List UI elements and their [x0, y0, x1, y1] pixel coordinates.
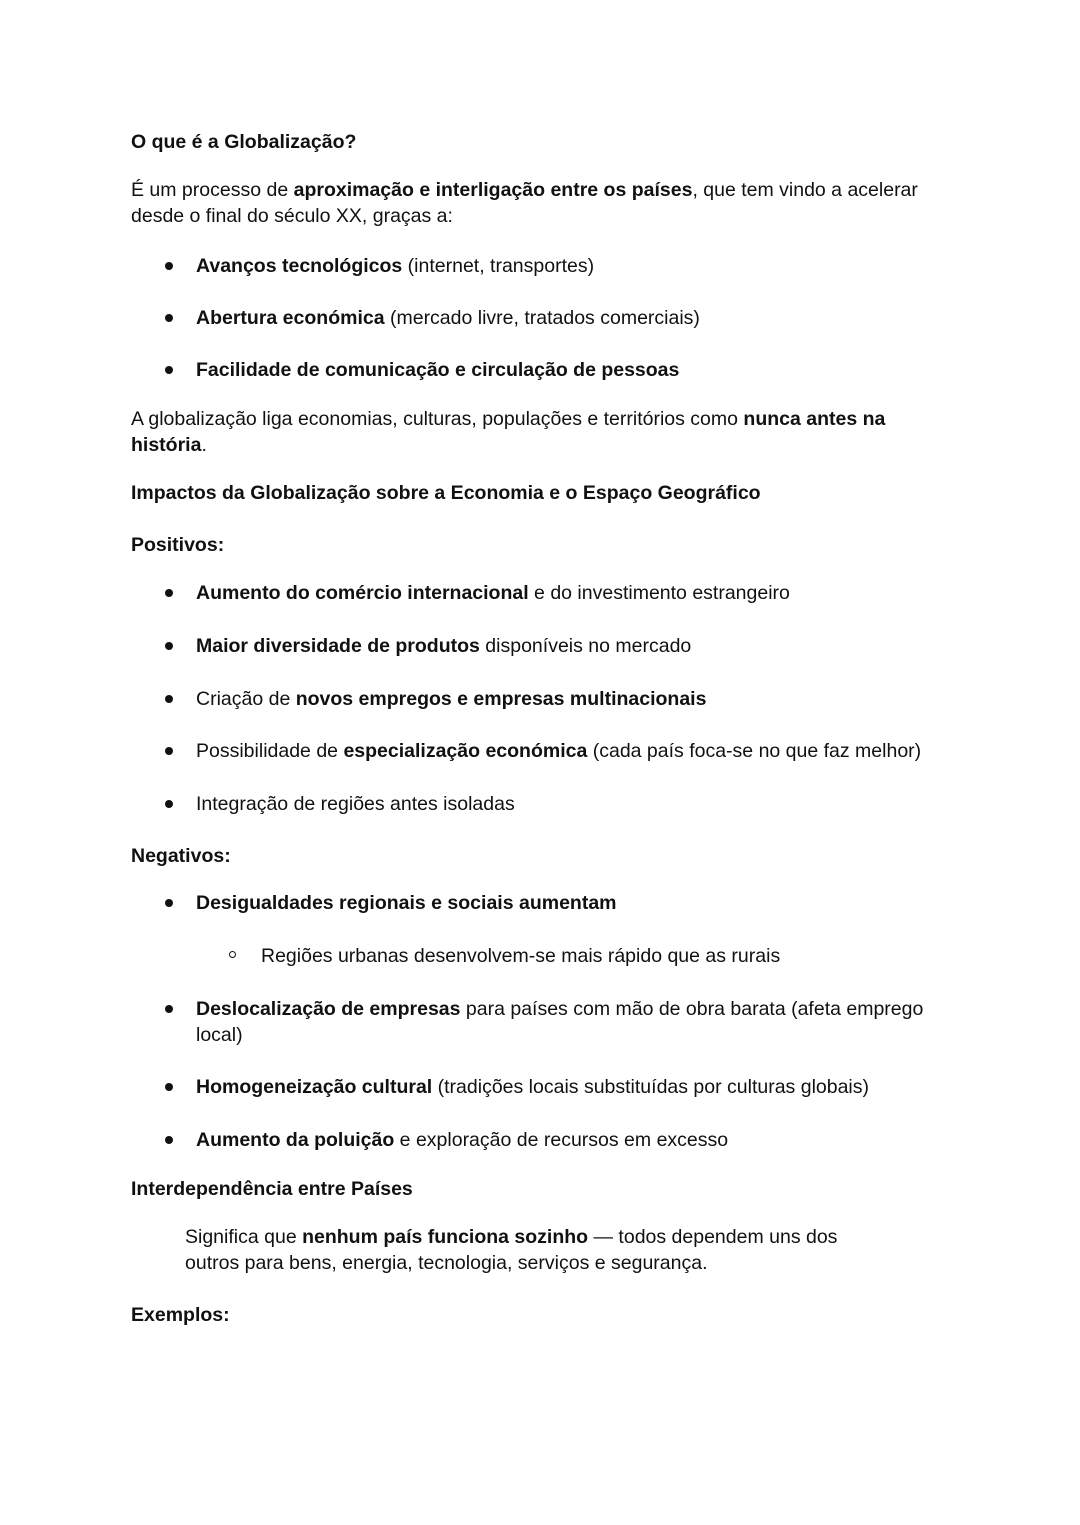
list-item: [196, 633, 956, 659]
bullet-icon: [165, 899, 173, 907]
list-item: [196, 890, 956, 916]
list-item: [196, 1127, 956, 1153]
list-item-text: e do investimento estrangeiro: [528, 582, 790, 604]
list-item-pre: Integração de regiões antes isoladas: [196, 793, 515, 815]
intro-text-pre: É um processo de: [131, 179, 294, 201]
list-item: [196, 738, 956, 764]
list-item-pre: Criação de: [196, 688, 296, 710]
intro-text-post: , que tem vindo a acelerar desde o final do século XX, graças a:: [131, 179, 918, 227]
hollow-bullet-icon: [229, 951, 236, 958]
document-page: [131, 0, 951, 1525]
list-item-bold: Deslocalização de empresas: [196, 998, 461, 1020]
bullet-icon: [165, 695, 173, 703]
list-item: [196, 305, 956, 331]
list-item-bold: Aumento do comércio internacional: [196, 582, 529, 604]
sub-list-item: [261, 943, 941, 969]
list-item: [196, 996, 946, 1048]
list-item: [196, 357, 956, 383]
list-item-bold: Desigualdades regionais e sociais aumentam: [196, 892, 617, 914]
list-item-bold: Aumento da poluição: [196, 1129, 395, 1151]
bullet-icon: [165, 642, 173, 650]
heading-interdependencia: Interdependência entre Países: [131, 1178, 413, 1200]
list-item-bold: Avanços tecnológicos: [196, 255, 403, 277]
label-exemplos: Exemplos:: [131, 1304, 230, 1326]
list-item: [196, 791, 956, 817]
label-negativos: Negativos:: [131, 845, 231, 867]
list-item-bold: Maior diversidade de produtos: [196, 635, 480, 657]
interdependence-text-pre: Significa que: [185, 1226, 303, 1248]
intro-paragraph: [131, 177, 941, 229]
bullet-icon: [165, 262, 173, 270]
bullet-icon: [165, 1005, 173, 1013]
heading-globalizacao: O que é a Globalização?: [131, 131, 357, 153]
list-item-text: (mercado livre, tratados comerciais): [384, 307, 700, 329]
list-item-bold: Facilidade de comunicação e circulação de pessoas: [196, 359, 680, 381]
closing-text-bold: nunca antes na história: [131, 408, 886, 456]
bullet-icon: [165, 589, 173, 597]
list-item-text: para países com mão de obra barata (afeta emprego local): [196, 998, 924, 1046]
closing-paragraph: [131, 406, 931, 458]
list-item: [196, 1074, 956, 1100]
interdependence-text-bold: nenhum país funciona sozinho: [302, 1226, 589, 1248]
interdependence-text-post: — todos dependem uns dos outros para bens, energia, tecnologia, serviços e segurança.: [185, 1226, 838, 1274]
closing-text-pre: A globalização liga economias, culturas, populações e territórios como: [131, 408, 744, 430]
closing-text-post: .: [201, 434, 207, 456]
list-item: [196, 253, 956, 279]
bullet-icon: [165, 747, 173, 755]
list-item-text: (tradições locais substituídas por culturas globais): [432, 1076, 870, 1098]
list-item-text: (cada país foca-se no que faz melhor): [587, 740, 922, 762]
bullet-icon: [165, 1136, 173, 1144]
list-item-bold: Abertura económica: [196, 307, 385, 329]
list-item-pre: Possibilidade de: [196, 740, 344, 762]
list-item-bold: Homogeneização cultural: [196, 1076, 433, 1098]
heading-impactos: Impactos da Globalização sobre a Economia e o Espaço Geográfico: [131, 482, 761, 504]
bullet-icon: [165, 1083, 173, 1091]
sub-list-item-text: Regiões urbanas desenvolvem-se mais rápido que as rurais: [261, 945, 781, 967]
list-item: [196, 686, 956, 712]
interdependence-paragraph: [185, 1224, 865, 1276]
bullet-icon: [165, 366, 173, 374]
list-item-bold: especialização económica: [343, 740, 588, 762]
intro-text-bold: aproximação e interligação entre os países: [293, 179, 693, 201]
label-positivos: Positivos:: [131, 534, 225, 556]
list-item: [196, 580, 956, 606]
bullet-icon: [165, 314, 173, 322]
list-item-text: e exploração de recursos em excesso: [394, 1129, 729, 1151]
bullet-icon: [165, 800, 173, 808]
list-item-text: (internet, transportes): [402, 255, 595, 277]
list-item-text: disponíveis no mercado: [479, 635, 692, 657]
list-item-bold: novos empregos e empresas multinacionais: [295, 688, 707, 710]
